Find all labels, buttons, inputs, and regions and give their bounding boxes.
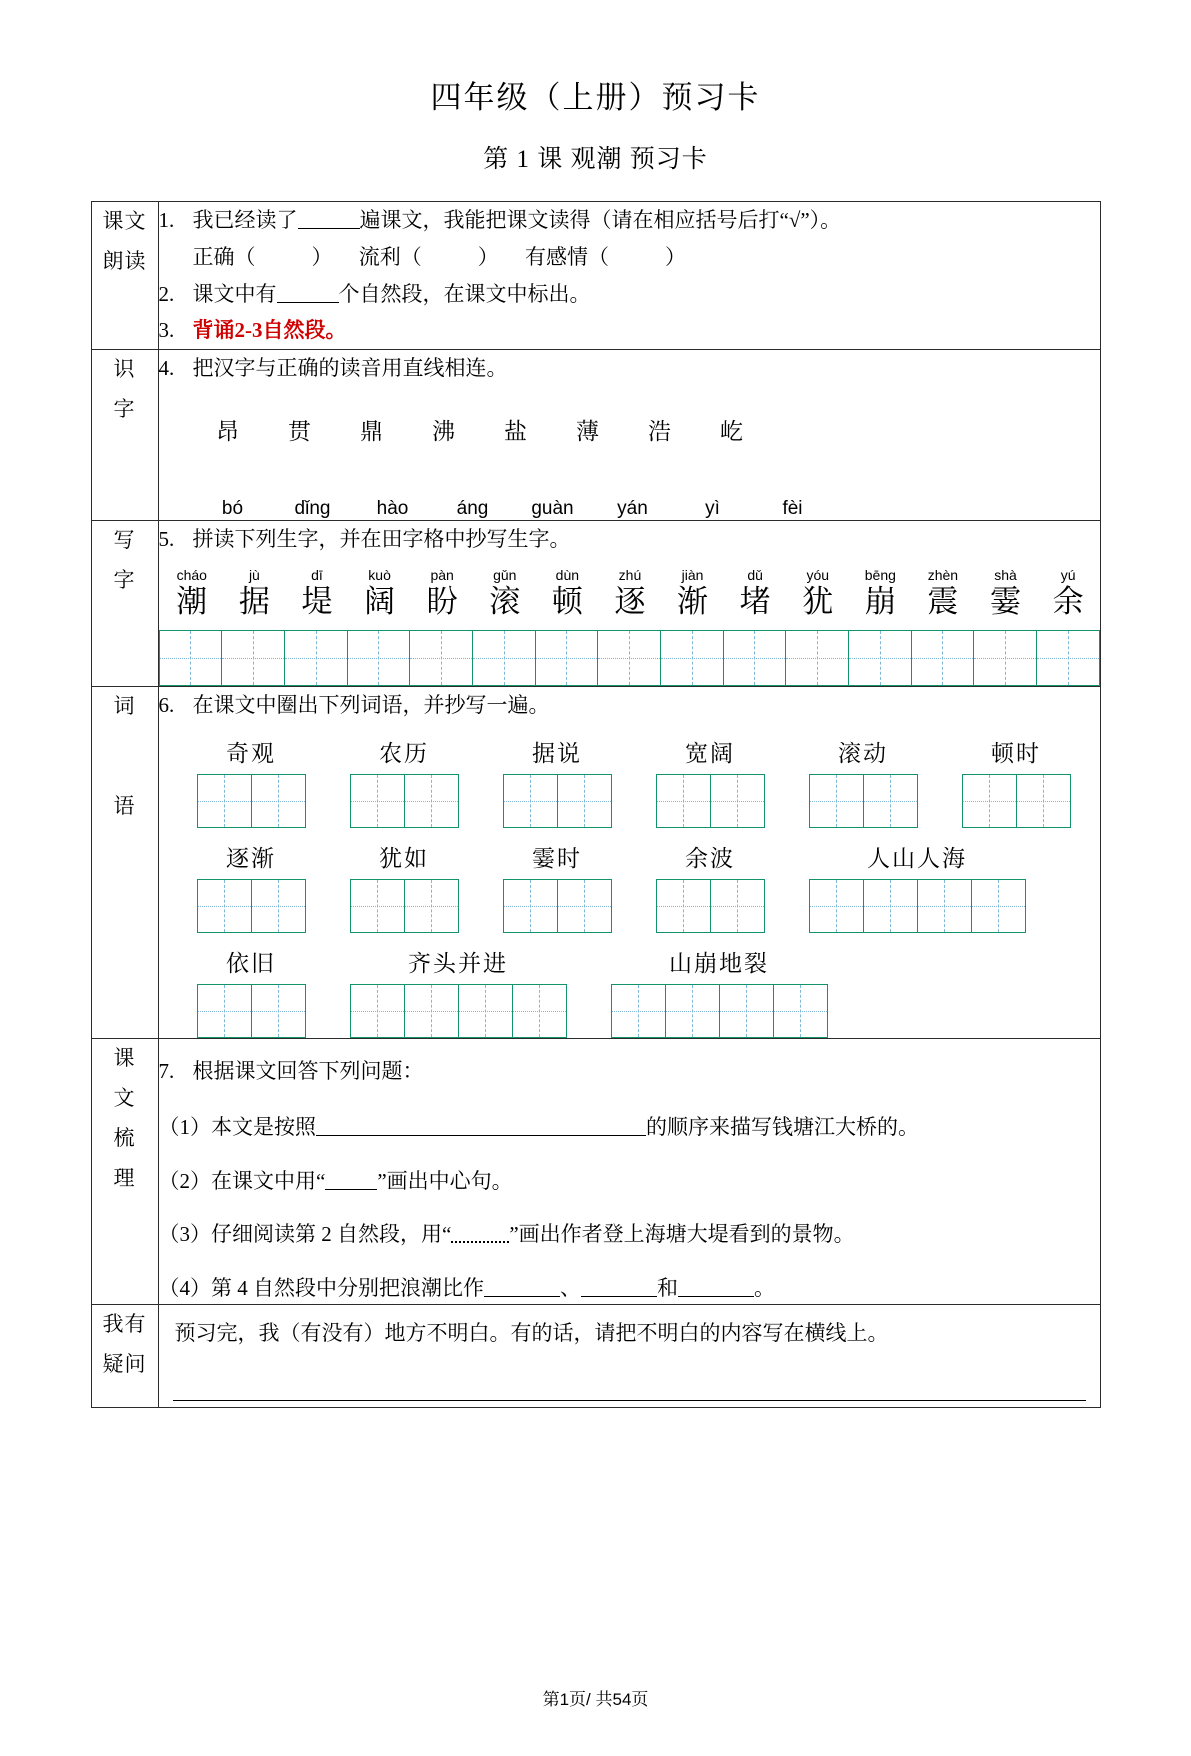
vocabulary-practice-grid[interactable] [503,774,612,828]
question-text-b: ”画出作者登上海塘大堤看到的景物。 [509,1222,855,1247]
tianzige-cell[interactable] [473,631,536,685]
tianzige-cell[interactable] [598,631,661,685]
pinyin-item: kuò [368,566,391,583]
table-row-reading [91,202,1100,350]
fill-blank[interactable] [581,1275,657,1297]
item-number: 5. [158,526,175,551]
tianzige-cell[interactable] [774,985,827,1037]
row-label-comprehension-char: 文 [113,1086,136,1111]
pinyin-item: gǔn [493,566,517,583]
doubt-instruction: 预习完，我（有没有）地方不明白。有的话，请把不明白的内容写在横线上。 [174,1321,889,1346]
reading-item-3 [159,312,1100,349]
pinyin-item[interactable]: dǐng [294,497,331,519]
tianzige-cell[interactable] [661,631,724,685]
writing-character-item [161,568,224,622]
row-label-comprehension-char: 课 [113,1046,136,1071]
wavy-blank[interactable] [451,1220,509,1243]
worksheet-page [0,72,1191,1756]
tianzige-cell[interactable] [504,775,558,827]
vocabulary-item [197,735,306,828]
hanzi-item: 潮 [176,583,208,619]
pinyin-item: jù [248,566,260,583]
fill-blank[interactable] [316,1114,646,1136]
page-title: 四年级（上册）预习卡 [430,80,761,115]
hanzi-item[interactable]: 贯 [288,418,313,444]
writing-character-item [411,568,474,622]
tianzige-cell[interactable] [657,775,711,827]
choice-emotion-close: ） [665,244,686,269]
pinyin-item: yú [1060,566,1076,583]
question-text-end: 。 [754,1275,775,1300]
row-label-vocabulary-line2: 语 [113,793,136,818]
question-text-a: （2）在课文中用“ [158,1168,326,1193]
tianzige-cell[interactable] [963,775,1017,827]
pinyin-item: pàn [430,566,454,583]
page-footer: 第1页/ 共54页 [542,1690,649,1709]
vocabulary-item [962,735,1071,828]
hanzi-item: 堤 [301,583,333,619]
tianzige-cell[interactable] [918,880,972,932]
table-row-writing [91,520,1100,686]
vocabulary-item [656,735,765,828]
row-label-doubt [91,1305,158,1408]
hanzi-item: 霎 [990,583,1022,619]
tianzige-cell[interactable] [612,985,666,1037]
vocabulary-word: 农历 [379,741,429,767]
tianzige-cell[interactable] [558,775,611,827]
hanzi-item: 崩 [864,583,896,619]
item-text-a: 我已经读了 [192,208,298,232]
row-label-writing-line2: 字 [113,567,136,592]
tianzige-cell[interactable] [222,631,285,685]
hanzi-item: 余 [1052,583,1084,619]
tianzige-cell[interactable] [252,985,305,1037]
pinyin-item[interactable]: hào [376,497,409,519]
vocabulary-item [656,840,765,933]
vocabulary-row [159,945,1100,1038]
row-label-recognize-line1: 识 [113,357,136,381]
vocabulary-word: 霎时 [532,846,582,872]
choice-fluent-close: ） [477,244,499,269]
row-label-comprehension [91,1039,158,1305]
tianzige-cell[interactable] [864,775,917,827]
tianzige-cell[interactable] [405,880,458,932]
question-text-b: ”画出中心句。 [377,1168,513,1193]
hanzi-item: 据 [238,583,270,619]
comprehension-question-4 [159,1273,1100,1305]
pinyin-item: dǔ [747,566,763,583]
vocabulary-practice-grid[interactable] [197,774,306,828]
pinyin-item[interactable]: fèi [782,497,803,519]
pinyin-item[interactable]: áng [456,497,489,519]
writing-instruction-line [159,521,1100,558]
pinyin-item: jiàn [681,566,704,583]
vocabulary-item [197,945,306,1038]
pinyin-item[interactable]: yì [705,497,720,519]
tianzige-cell[interactable] [198,880,252,932]
hanzi-item: 阔 [364,583,396,619]
vocabulary-practice-grid[interactable] [809,774,918,828]
pinyin-item[interactable]: yán [617,497,648,519]
tianzige-cell[interactable] [405,775,458,827]
vocabulary-word: 齐头并进 [408,951,508,977]
writing-character-item [286,568,349,622]
vocabulary-instruction-line [159,687,1100,724]
vocabulary-item [503,735,612,828]
tianzige-cell[interactable] [1017,775,1070,827]
writing-character-item [974,568,1037,622]
recognize-character-row [159,413,1100,446]
table-row-recognize [91,350,1100,521]
vocabulary-word: 人山人海 [867,846,967,872]
vocabulary-word: 逐渐 [226,846,276,872]
reading-choices [159,239,1100,276]
writing-character-item [473,568,536,622]
hanzi-item: 堵 [739,583,771,619]
question-text-a: （4）第 4 自然段中分别把浪潮比作 [158,1275,484,1300]
writing-character-item [223,568,286,622]
vocabulary-rows [159,735,1100,1038]
vocabulary-practice-grid[interactable] [350,774,459,828]
tianzige-cell[interactable] [160,631,223,685]
tianzige-cell[interactable] [864,880,918,932]
row-label-recognize-line2: 字 [113,396,136,421]
vocabulary-practice-grid[interactable] [611,984,828,1038]
reading-item-1 [159,202,1100,239]
row-label-reading [91,202,158,350]
tianzige-cell[interactable] [849,631,912,685]
writing-character-item [348,568,411,622]
tianzige-cell[interactable] [410,631,473,685]
vocabulary-practice-grid[interactable] [656,879,765,933]
question-text-a: （3）仔细阅读第 2 自然段，用“ [158,1222,452,1247]
pinyin-item: shà [994,566,1017,583]
tianzige-cell[interactable] [459,985,513,1037]
table-row-doubt [91,1305,1100,1408]
hanzi-item[interactable]: 昂 [216,418,241,444]
row-body-vocabulary [158,686,1100,1039]
tianzige-cell[interactable] [1037,631,1099,685]
pinyin-item: dī [311,566,323,583]
vocabulary-item [350,840,459,933]
writing-character-list [159,568,1100,622]
writing-character-item [1037,568,1100,622]
doubt-answer-line[interactable] [173,1399,1086,1401]
item-text-b: 个自然段，在课文中标出。 [338,281,591,306]
writing-character-item [536,568,599,622]
hanzi-item[interactable]: 浩 [648,418,673,444]
tianzige-cell[interactable] [711,775,764,827]
recognize-instruction-line [159,350,1100,387]
comprehension-question-3 [159,1219,1100,1251]
pinyin-item[interactable]: guàn [531,497,574,519]
instruction-text: 拼读下列生字，并在田字格中抄写生字。 [192,526,571,551]
pinyin-item[interactable]: bó [221,497,244,519]
question-text-a: （1）本文是按照 [158,1115,316,1140]
vocabulary-word: 滚动 [838,741,888,767]
item-number: 7. [158,1059,175,1084]
question-sep-1: 、 [560,1275,581,1300]
writing-character-item [724,568,787,622]
worksheet-table [91,201,1101,1408]
instruction-text: 把汉字与正确的读音用直线相连。 [192,356,508,380]
tianzige-cell[interactable] [724,631,787,685]
vocabulary-item [611,945,828,1038]
tianzige-cell[interactable] [912,631,975,685]
choice-fluent-label: 流利（ [358,244,422,269]
item-number: 1. [158,208,175,232]
tianzige-cell[interactable] [536,631,599,685]
table-row-comprehension [91,1039,1100,1305]
vocabulary-practice-grid[interactable] [197,879,306,933]
row-body-doubt [158,1305,1100,1408]
hanzi-item[interactable]: 鼎 [360,418,385,444]
pinyin-item: bēng [864,566,896,583]
hanzi-item: 盼 [426,583,458,619]
item-number: 6. [158,692,175,717]
tianzige-cell[interactable] [198,985,252,1037]
table-row-vocabulary [91,686,1100,1039]
vocabulary-word: 顿时 [991,741,1041,767]
row-label-writing [91,520,158,686]
pinyin-item: cháo [176,566,207,583]
hanzi-item: 逐 [614,583,646,619]
vocabulary-practice-grid[interactable] [656,774,765,828]
page-subtitle: 第 1 课 观潮 预习卡 [483,146,708,173]
hanzi-item: 顿 [551,583,583,619]
writing-character-item [661,568,724,622]
tianzige-cell[interactable] [351,880,405,932]
question-sep-2: 和 [657,1275,678,1300]
row-label-doubt-line2: 疑问 [102,1352,147,1377]
tianzige-cell[interactable] [348,631,411,685]
row-body-recognize [158,350,1100,521]
writing-character-item [786,568,849,622]
row-label-reading-line2: 朗读 [102,248,147,273]
tianzige-cell[interactable] [810,880,864,932]
comprehension-instruction-line [159,1053,1100,1090]
tianzige-cell[interactable] [974,631,1037,685]
recite-instruction: 背诵2-3自然段。 [192,318,347,343]
instruction-text: 在课文中圈出下列词语，并抄写一遍。 [192,692,550,717]
hanzi-item: 渐 [677,583,709,619]
hanzi-item[interactable]: 屹 [720,418,745,444]
question-text-b: 的顺序来描写钱塘江大桥的。 [646,1115,919,1140]
item-text-b: 遍课文，我能把课文读得（请在相应括号后打“√”）。 [359,208,842,232]
item-number: 3. [158,318,175,343]
tianzige-cell[interactable] [405,985,459,1037]
vocabulary-word: 奇观 [226,741,276,767]
tianzige-cell[interactable] [351,775,405,827]
row-label-writing-line1: 写 [113,527,136,552]
vocabulary-item [809,840,1026,933]
item-number: 4. [158,356,175,380]
hanzi-item[interactable]: 盐 [504,418,529,444]
vocabulary-item [350,735,459,828]
vocabulary-word: 依旧 [226,951,276,977]
row-label-comprehension-char: 理 [113,1166,136,1191]
tianzige-cell[interactable] [558,880,611,932]
vocabulary-practice-grid[interactable] [809,879,1026,933]
recognize-pinyin-row [159,498,1100,520]
tianzige-cell[interactable] [786,631,849,685]
choice-correct-close: ） [311,244,333,269]
tianzige-cell[interactable] [972,880,1025,932]
choice-correct-label: 正确（ [192,244,256,269]
tianzige-cell[interactable] [720,985,774,1037]
writing-practice-grid[interactable] [159,630,1100,686]
vocabulary-practice-grid[interactable] [503,879,612,933]
fill-blank[interactable] [678,1275,754,1297]
vocabulary-item [809,735,918,828]
writing-character-item [912,568,975,622]
hanzi-item: 滚 [489,583,521,619]
instruction-text: 根据课文回答下列问题： [192,1059,424,1084]
hanzi-item: 震 [927,583,959,619]
item-number: 2. [158,281,175,306]
comprehension-question-2 [159,1166,1100,1198]
tianzige-cell[interactable] [513,985,566,1037]
vocabulary-word: 犹如 [379,846,429,872]
row-label-vocabulary-line1: 词 [113,693,136,718]
vocabulary-item [350,945,567,1038]
item-text-a: 课文中有 [192,281,277,306]
vocabulary-word: 余波 [685,846,735,872]
vocabulary-practice-grid[interactable] [350,984,567,1038]
tianzige-cell[interactable] [666,985,720,1037]
tianzige-cell[interactable] [351,985,405,1037]
row-body-reading [158,202,1100,350]
tianzige-cell[interactable] [198,775,252,827]
row-label-vocabulary [91,686,158,1039]
fill-blank[interactable] [298,207,360,229]
tianzige-cell[interactable] [711,880,764,932]
row-label-comprehension-char: 梳 [113,1126,136,1151]
hanzi-item[interactable]: 薄 [576,418,601,444]
tianzige-cell[interactable] [285,631,348,685]
pinyin-item: zhèn [927,566,959,583]
writing-character-item [849,568,912,622]
vocabulary-practice-grid[interactable] [962,774,1071,828]
vocabulary-row [159,735,1100,828]
tianzige-cell[interactable] [657,880,711,932]
vocabulary-item [503,840,612,933]
row-label-reading-line1: 课文 [102,209,147,233]
hanzi-item: 犹 [802,583,834,619]
tianzige-cell[interactable] [252,880,305,932]
row-body-comprehension [158,1039,1100,1305]
writing-character-item [599,568,662,622]
hanzi-item[interactable]: 沸 [432,418,457,444]
fill-blank[interactable] [325,1168,377,1190]
row-label-recognize [91,350,158,521]
pinyin-item: dùn [555,566,580,583]
tianzige-cell[interactable] [252,775,305,827]
fill-blank[interactable] [277,281,339,303]
vocabulary-practice-grid[interactable] [350,879,459,933]
vocabulary-practice-grid[interactable] [197,984,306,1038]
comprehension-question-1 [159,1112,1100,1144]
vocabulary-row [159,840,1100,933]
reading-item-2 [159,276,1100,313]
tianzige-cell[interactable] [504,880,558,932]
tianzige-cell[interactable] [810,775,864,827]
row-label-doubt-line1: 我有 [102,1312,147,1337]
pinyin-item: yóu [806,566,830,583]
vocabulary-item [197,840,306,933]
row-body-writing [158,520,1100,686]
fill-blank[interactable] [484,1275,560,1297]
choice-emotion-label: 有感情（ [525,244,609,269]
vocabulary-word: 宽阔 [685,741,735,767]
vocabulary-word: 山崩地裂 [669,951,769,977]
pinyin-item: zhú [618,566,642,583]
vocabulary-word: 据说 [532,741,582,767]
